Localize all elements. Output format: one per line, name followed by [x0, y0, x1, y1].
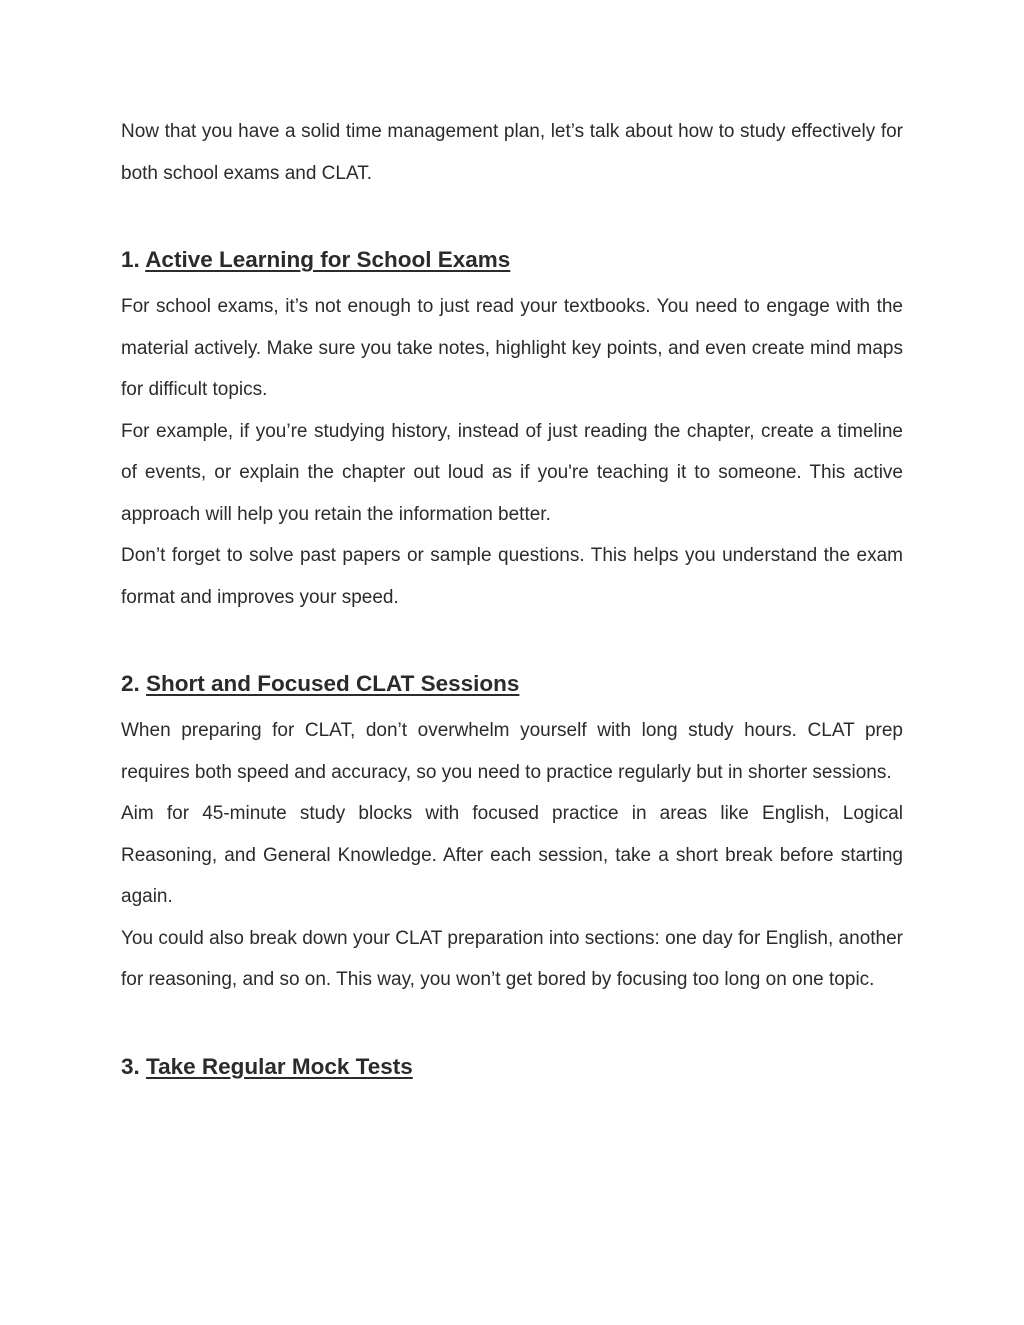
section-title: Short and Focused CLAT Sessions	[146, 671, 520, 696]
body-paragraph: Aim for 45-minute study blocks with focused practice in areas like English, Logical Reasoning, and General Knowledge. After each session, take a short break before starting again.	[121, 803, 903, 907]
section-title: Take Regular Mock Tests	[146, 1053, 413, 1079]
section-heading	[121, 662, 903, 706]
section-heading	[121, 238, 903, 282]
intro-paragraph: Now that you have a solid time management plan, let’s talk about how to study effectively for both school exams and CLAT.	[121, 121, 903, 184]
section-number: 3.	[121, 1053, 140, 1079]
section-heading	[121, 1045, 903, 1089]
section-number: 1.	[121, 247, 140, 272]
body-paragraph: For school exams, it’s not enough to just read your textbooks. You need to engage with the material actively. Make sure you take notes, highlight key points, and even create mind maps for difficult topics.	[121, 296, 903, 400]
section-clat-sessions	[121, 662, 903, 1001]
section-mock-tests	[121, 1045, 903, 1089]
body-paragraph: For example, if you’re studying history, instead of just reading the chapter, create a timeline of events, or explain the chapter out loud as if you're teaching it to someone. This active approach will help you retain the information better.	[121, 420, 903, 525]
body-paragraph: When preparing for CLAT, don’t overwhelm yourself with long study hours. CLAT prep requires both speed and accuracy, so you need to practice regularly but in shorter sessions.	[121, 720, 903, 783]
document-page	[121, 111, 903, 1133]
section-number: 2.	[121, 671, 140, 696]
section-title: Active Learning for School Exams	[145, 247, 511, 272]
body-paragraph: You could also break down your CLAT preparation into sections: one day for English, another for reasoning, and so on. This way, you won’t get bored by focusing too long on one topic.	[121, 927, 903, 990]
section-active-learning	[121, 238, 903, 618]
body-paragraph: Don’t forget to solve past papers or sample questions. This helps you understand the exam format and improves your speed.	[121, 545, 903, 608]
